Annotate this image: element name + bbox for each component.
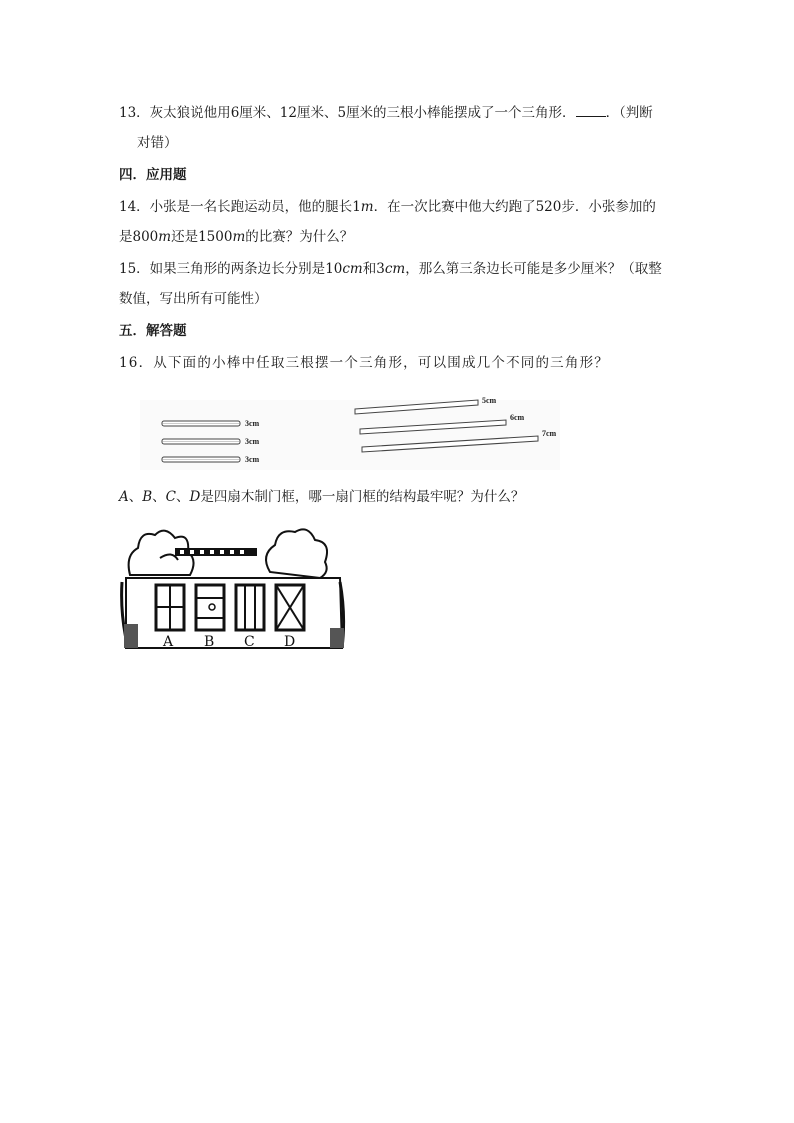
q17-rest: 是四扇木制门框，哪一扇门框的结构最牢呢？为什么？ xyxy=(200,489,525,505)
q14-text-e: 还是 xyxy=(171,229,199,245)
door-frame-a xyxy=(156,585,184,630)
door-label-b: B xyxy=(204,634,215,650)
stick-left-1 xyxy=(162,421,240,426)
stick-right-1-label: 5cm xyxy=(482,396,497,405)
question-13-line2: 对错） xyxy=(137,135,178,151)
q14-distance-2: 1500 xyxy=(198,229,233,245)
door-frames-illustration xyxy=(120,520,346,652)
door-frame-c xyxy=(236,585,264,630)
q15-side-2: 3 xyxy=(376,261,385,277)
question-17 xyxy=(119,488,524,506)
q15-unit-cm-1: cm xyxy=(342,261,363,277)
stick-left-2-label: 3cm xyxy=(245,437,260,446)
q14-text-d: 是 xyxy=(119,229,133,245)
question-15-line1 xyxy=(119,260,662,278)
q17-sep-3: 、 xyxy=(176,489,190,505)
q14-text-f: 的比赛？为什么？ xyxy=(245,229,354,245)
q15-side-1: 10 xyxy=(325,261,343,277)
q14-text-a: 14．小张是一名长跑运动员，他的腿长 xyxy=(119,199,353,215)
q17-label-c: C xyxy=(165,489,177,505)
q13-unit-2: 厘米、 xyxy=(296,105,338,121)
door-label-d: D xyxy=(284,634,296,650)
section-4-heading: 四．应用题 xyxy=(119,167,187,183)
q14-text-b: ．在一次比赛中他大约跑了 xyxy=(373,199,536,215)
roof-decoration xyxy=(175,548,257,556)
q14-leg-length: 1 xyxy=(352,199,361,215)
q17-sep-2: 、 xyxy=(152,489,166,505)
question-14-line1 xyxy=(119,198,656,216)
q13-unit-1: 厘米、 xyxy=(239,105,280,121)
q15-text-a: 15．如果三角形的两条边长分别是 xyxy=(119,261,326,277)
q13-length-1: 6 xyxy=(230,105,240,121)
question-15-line2: 数值，写出所有可能性） xyxy=(119,291,268,307)
door-label-a: A xyxy=(163,634,174,650)
q14-steps: 520 xyxy=(535,199,562,215)
stick-left-3 xyxy=(162,457,240,462)
question-14-line2 xyxy=(119,228,353,246)
q17-label-d: D xyxy=(189,489,201,505)
q17-label-b: B xyxy=(142,489,153,505)
q17-label-a: A xyxy=(119,489,129,505)
q15-text-b: ，那么第三条边长可能是多少厘米？（取整 xyxy=(405,261,662,277)
q14-unit-m: m xyxy=(360,199,374,215)
door-frame-b xyxy=(196,585,224,630)
q14-text-c: 步．小张参加的 xyxy=(561,199,656,215)
stick-left-3-label: 3cm xyxy=(245,455,260,464)
q13-unit-3: 厘米的三根小棒能摆成了一个三角形． xyxy=(346,105,576,121)
section-5-heading: 五．解答题 xyxy=(119,323,187,339)
stick-right-3-label: 7cm xyxy=(542,429,557,438)
q13-length-2: 12 xyxy=(279,105,297,121)
stick-right-2-label: 6cm xyxy=(510,413,525,422)
q17-sep-1: 、 xyxy=(128,489,143,505)
stick-left-1-label: 3cm xyxy=(245,419,260,428)
door-label-c: C xyxy=(244,634,255,650)
q14-distance-1: 800 xyxy=(132,229,159,245)
q13-suffix: ．（判断 xyxy=(605,105,653,121)
door-frame-d xyxy=(276,585,304,630)
q15-unit-cm-2: cm xyxy=(384,261,406,277)
sticks-figure xyxy=(140,390,580,475)
q13-length-3: 5 xyxy=(337,105,347,121)
q15-and: 和 xyxy=(362,261,377,277)
q13-answer-blank[interactable] xyxy=(576,104,606,117)
stick-left-2 xyxy=(162,439,240,444)
question-13-line1 xyxy=(119,104,653,122)
q13-prefix: 13．灰太狼说他用 xyxy=(119,105,231,121)
q14-unit-m-2: m xyxy=(158,229,172,245)
q14-unit-m-3: m xyxy=(232,229,246,245)
question-16: 16．从下面的小棒中任取三根摆一个三角形，可以围成几个不同的三角形？ xyxy=(119,355,609,371)
